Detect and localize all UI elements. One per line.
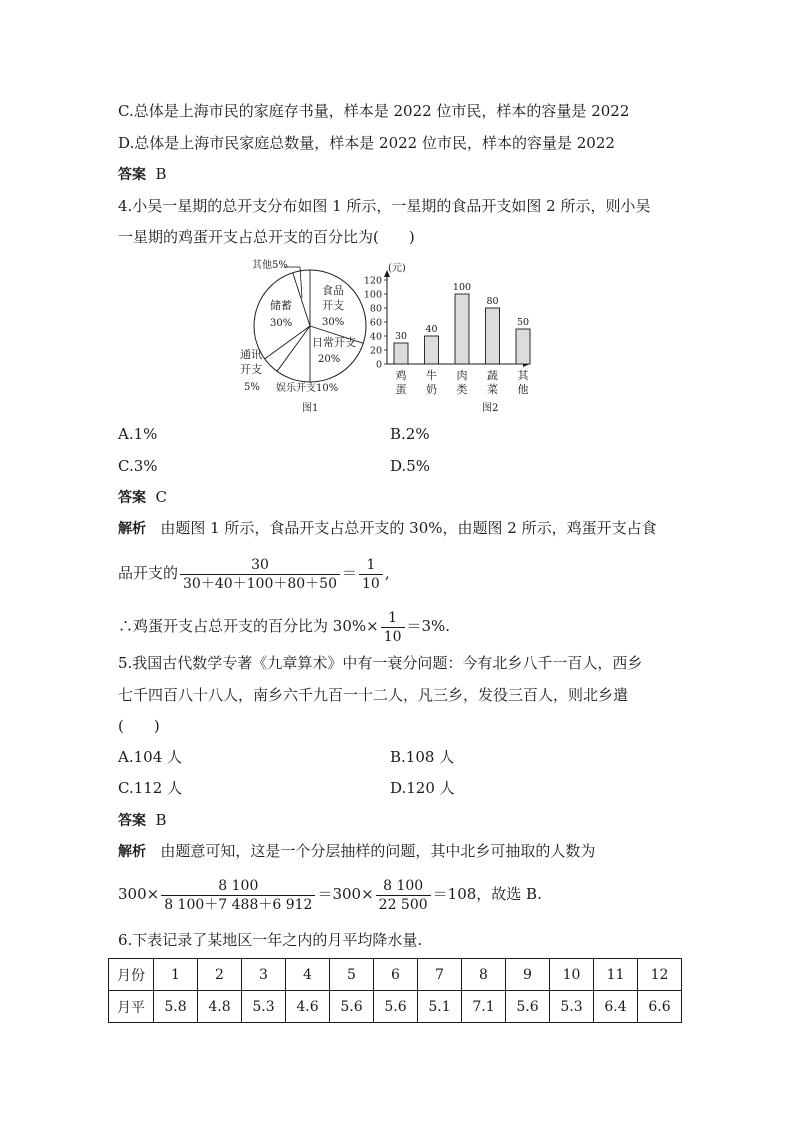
category-label: 他 [517, 383, 529, 396]
q5-answer [118, 810, 167, 831]
table-cell: 5.6 [330, 991, 374, 1023]
bar-1 [394, 343, 408, 364]
table-cell: 4.8 [198, 991, 242, 1023]
pie-slice-6 [293, 273, 310, 326]
category-label: 其 [517, 369, 529, 382]
table-cell: 11 [594, 959, 638, 991]
category-label: 肉 [456, 369, 468, 382]
pie-slice-5 [265, 326, 310, 359]
q4-answer [118, 487, 167, 508]
figure2-bar-chart [360, 258, 540, 418]
analysis-text: ∴鸡蛋开支占总开支的百分比为 30%× [118, 617, 379, 635]
table-header-cell: 月平 [109, 991, 154, 1023]
pie-label-food-name2: 开支 [322, 299, 344, 312]
q4-option-d: D.5% [390, 457, 431, 475]
pie-label-comm-name2: 开支 [240, 363, 262, 376]
equals-sign: ＝ [342, 564, 358, 582]
table-cell: 5.3 [550, 991, 594, 1023]
category-label: 奶 [426, 383, 437, 396]
analysis-text: 由题意可知，这是一个分层抽样的问题，其中北乡可抽取的人数为 [160, 842, 596, 860]
q5-stem-line3: ( ) [118, 717, 160, 735]
fraction-numerator: 30 [251, 556, 269, 573]
calc-text: ＝108，故选 B. [432, 885, 542, 903]
category-label: 蔬 [487, 369, 498, 382]
pie-label-entertainment: 娱乐开支10% [276, 383, 339, 394]
q3-answer [118, 164, 167, 185]
table-cell: 10 [550, 959, 594, 991]
table-cell: 5.1 [418, 991, 462, 1023]
y-tick-label: 100 [363, 289, 382, 301]
bar-5 [516, 329, 530, 364]
bar-value-label: 40 [425, 324, 438, 335]
fraction-numerator: 1 [366, 556, 376, 573]
q4-stem-line2: 一星期的鸡蛋开支占总开支的百分比为( ) [118, 228, 415, 246]
pie-label-savings-pct: 30% [270, 318, 293, 329]
pie-label-other: 其他5% [252, 260, 288, 271]
pie-slice-4 [277, 326, 310, 371]
table-cell: 5.3 [242, 991, 286, 1023]
q5-analysis-line1 [118, 841, 595, 862]
analysis-text: 由题图 1 所示，食品开支占总开支的 30%，由题图 2 所示，鸡蛋开支占食 [160, 519, 657, 537]
q5-option-b: B.108 人 [390, 748, 455, 766]
fraction [359, 557, 383, 592]
y-tick-label: 60 [369, 317, 382, 329]
table-cell: 6 [374, 959, 418, 991]
analysis-text: 品开支的 [118, 564, 179, 582]
table-cell: 5.6 [506, 991, 550, 1023]
rainfall-table [108, 958, 682, 1023]
q4-analysis-line3 [118, 608, 450, 645]
table-cell: 9 [506, 959, 550, 991]
table-cell: 8 [462, 959, 506, 991]
bar-2 [425, 336, 439, 364]
fraction [180, 557, 340, 592]
analysis-label: 解析 [118, 844, 146, 860]
table-cell: 1 [154, 959, 198, 991]
answer-value: C [155, 488, 168, 506]
bar-value-label: 80 [486, 296, 499, 307]
table-cell: 6.6 [638, 991, 682, 1023]
punctuation: , [384, 564, 390, 582]
table-cell: 7.1 [462, 991, 506, 1023]
table-header-cell: 月份 [109, 959, 154, 991]
analysis-text: ＝3%. [406, 617, 451, 635]
figure1-caption: 图1 [302, 403, 319, 414]
category-label: 鸡 [395, 369, 407, 382]
q5-calculation [118, 876, 542, 913]
bar-value-label: 50 [516, 317, 530, 328]
fraction-numerator: 8 100 [383, 877, 424, 894]
q4-stem-line1: 4.小吴一星期的总开支分布如图 1 所示，一星期的食品开支如图 2 所示，则小吴 [118, 197, 651, 215]
q3-option-d: D.总体是上海市民家庭总数量，样本是 2022 位市民，样本的容量是 2022 [118, 134, 615, 152]
fraction-denominator: 10 [381, 627, 405, 645]
table-cell: 7 [418, 959, 462, 991]
pie-label-food-name1: 食品 [322, 284, 344, 297]
table-cell: 3 [242, 959, 286, 991]
q6-stem: 6.下表记录了某地区一年之内的月平均降水量. [118, 931, 423, 949]
fraction-denominator: 8 100＋7 488＋6 912 [161, 895, 315, 913]
table-cell: 5.8 [154, 991, 198, 1023]
fraction-numerator: 8 100 [218, 877, 259, 894]
q5-option-d: D.120 人 [390, 779, 455, 797]
calc-text: ＝300× [317, 885, 374, 903]
q4-option-a: A.1% [118, 425, 158, 443]
q5-option-a: A.104 人 [118, 748, 182, 766]
calc-text: 300× [118, 885, 160, 903]
pie-label-savings-name: 储蓄 [270, 299, 292, 312]
bar-value-label: 30 [394, 331, 408, 342]
q5-stem-line2: 七千四百八十八人，南乡六千九百一十二人，凡三乡，发役三百人，则北乡遣 [118, 686, 629, 704]
category-label: 类 [456, 383, 468, 396]
pie-label-food-pct: 30% [322, 317, 345, 328]
bar-4 [486, 308, 500, 364]
answer-value: B [155, 811, 167, 829]
table-cell: 4 [286, 959, 330, 991]
fraction-denominator: 22 500 [376, 895, 431, 913]
bar-3 [455, 294, 469, 364]
y-tick-label: 20 [369, 345, 382, 357]
table-cell: 5.6 [374, 991, 418, 1023]
figure2-caption: 图2 [482, 403, 499, 414]
category-label: 蛋 [395, 383, 407, 396]
q3-option-c: C.总体是上海市民的家庭存书量，样本是 2022 位市民，样本的容量是 2022 [118, 102, 630, 120]
table-cell: 6.4 [594, 991, 638, 1023]
category-label: 菜 [487, 383, 498, 396]
q5-stem-line1: 5.我国古代数学专著《九章算术》中有一衰分问题：今有北乡八千一百人，西乡 [118, 654, 643, 672]
analysis-label: 解析 [118, 521, 146, 537]
category-label: 牛 [426, 369, 437, 382]
fraction [376, 878, 431, 913]
q5-option-c: C.112 人 [118, 779, 183, 797]
table-cell: 2 [198, 959, 242, 991]
fraction-denominator: 10 [359, 574, 383, 592]
y-tick-label: 120 [363, 275, 382, 287]
pie-label-daily-name: 日常开支 [312, 336, 356, 349]
y-axis-unit: (元) [388, 263, 406, 274]
table-row-months [109, 959, 682, 991]
table-cell: 5 [330, 959, 374, 991]
fraction-denominator: 30＋40＋100＋80＋50 [180, 574, 340, 592]
pie-label-comm-name1: 通讯 [240, 348, 262, 361]
answer-value: B [155, 165, 167, 183]
fraction [161, 878, 315, 913]
table-row-values [109, 991, 682, 1023]
pie-label-comm-pct: 5% [244, 382, 260, 393]
q4-analysis-line1 [118, 518, 657, 539]
answer-label: 答案 [118, 490, 146, 506]
q4-analysis-line2 [118, 555, 390, 592]
answer-label: 答案 [118, 813, 146, 829]
fraction-numerator: 1 [388, 609, 398, 626]
q4-option-c: C.3% [118, 457, 158, 475]
bar-value-label: 100 [452, 282, 472, 293]
figure1-pie-chart [230, 254, 380, 414]
y-tick-label: 80 [369, 303, 382, 315]
table-cell: 4.6 [286, 991, 330, 1023]
table-cell: 12 [638, 959, 682, 991]
answer-label: 答案 [118, 167, 146, 183]
y-tick-label: 40 [369, 331, 382, 343]
q4-option-b: B.2% [390, 425, 430, 443]
y-tick-label: 0 [375, 359, 382, 371]
pie-label-daily-pct: 20% [318, 354, 341, 365]
fraction [381, 610, 405, 645]
